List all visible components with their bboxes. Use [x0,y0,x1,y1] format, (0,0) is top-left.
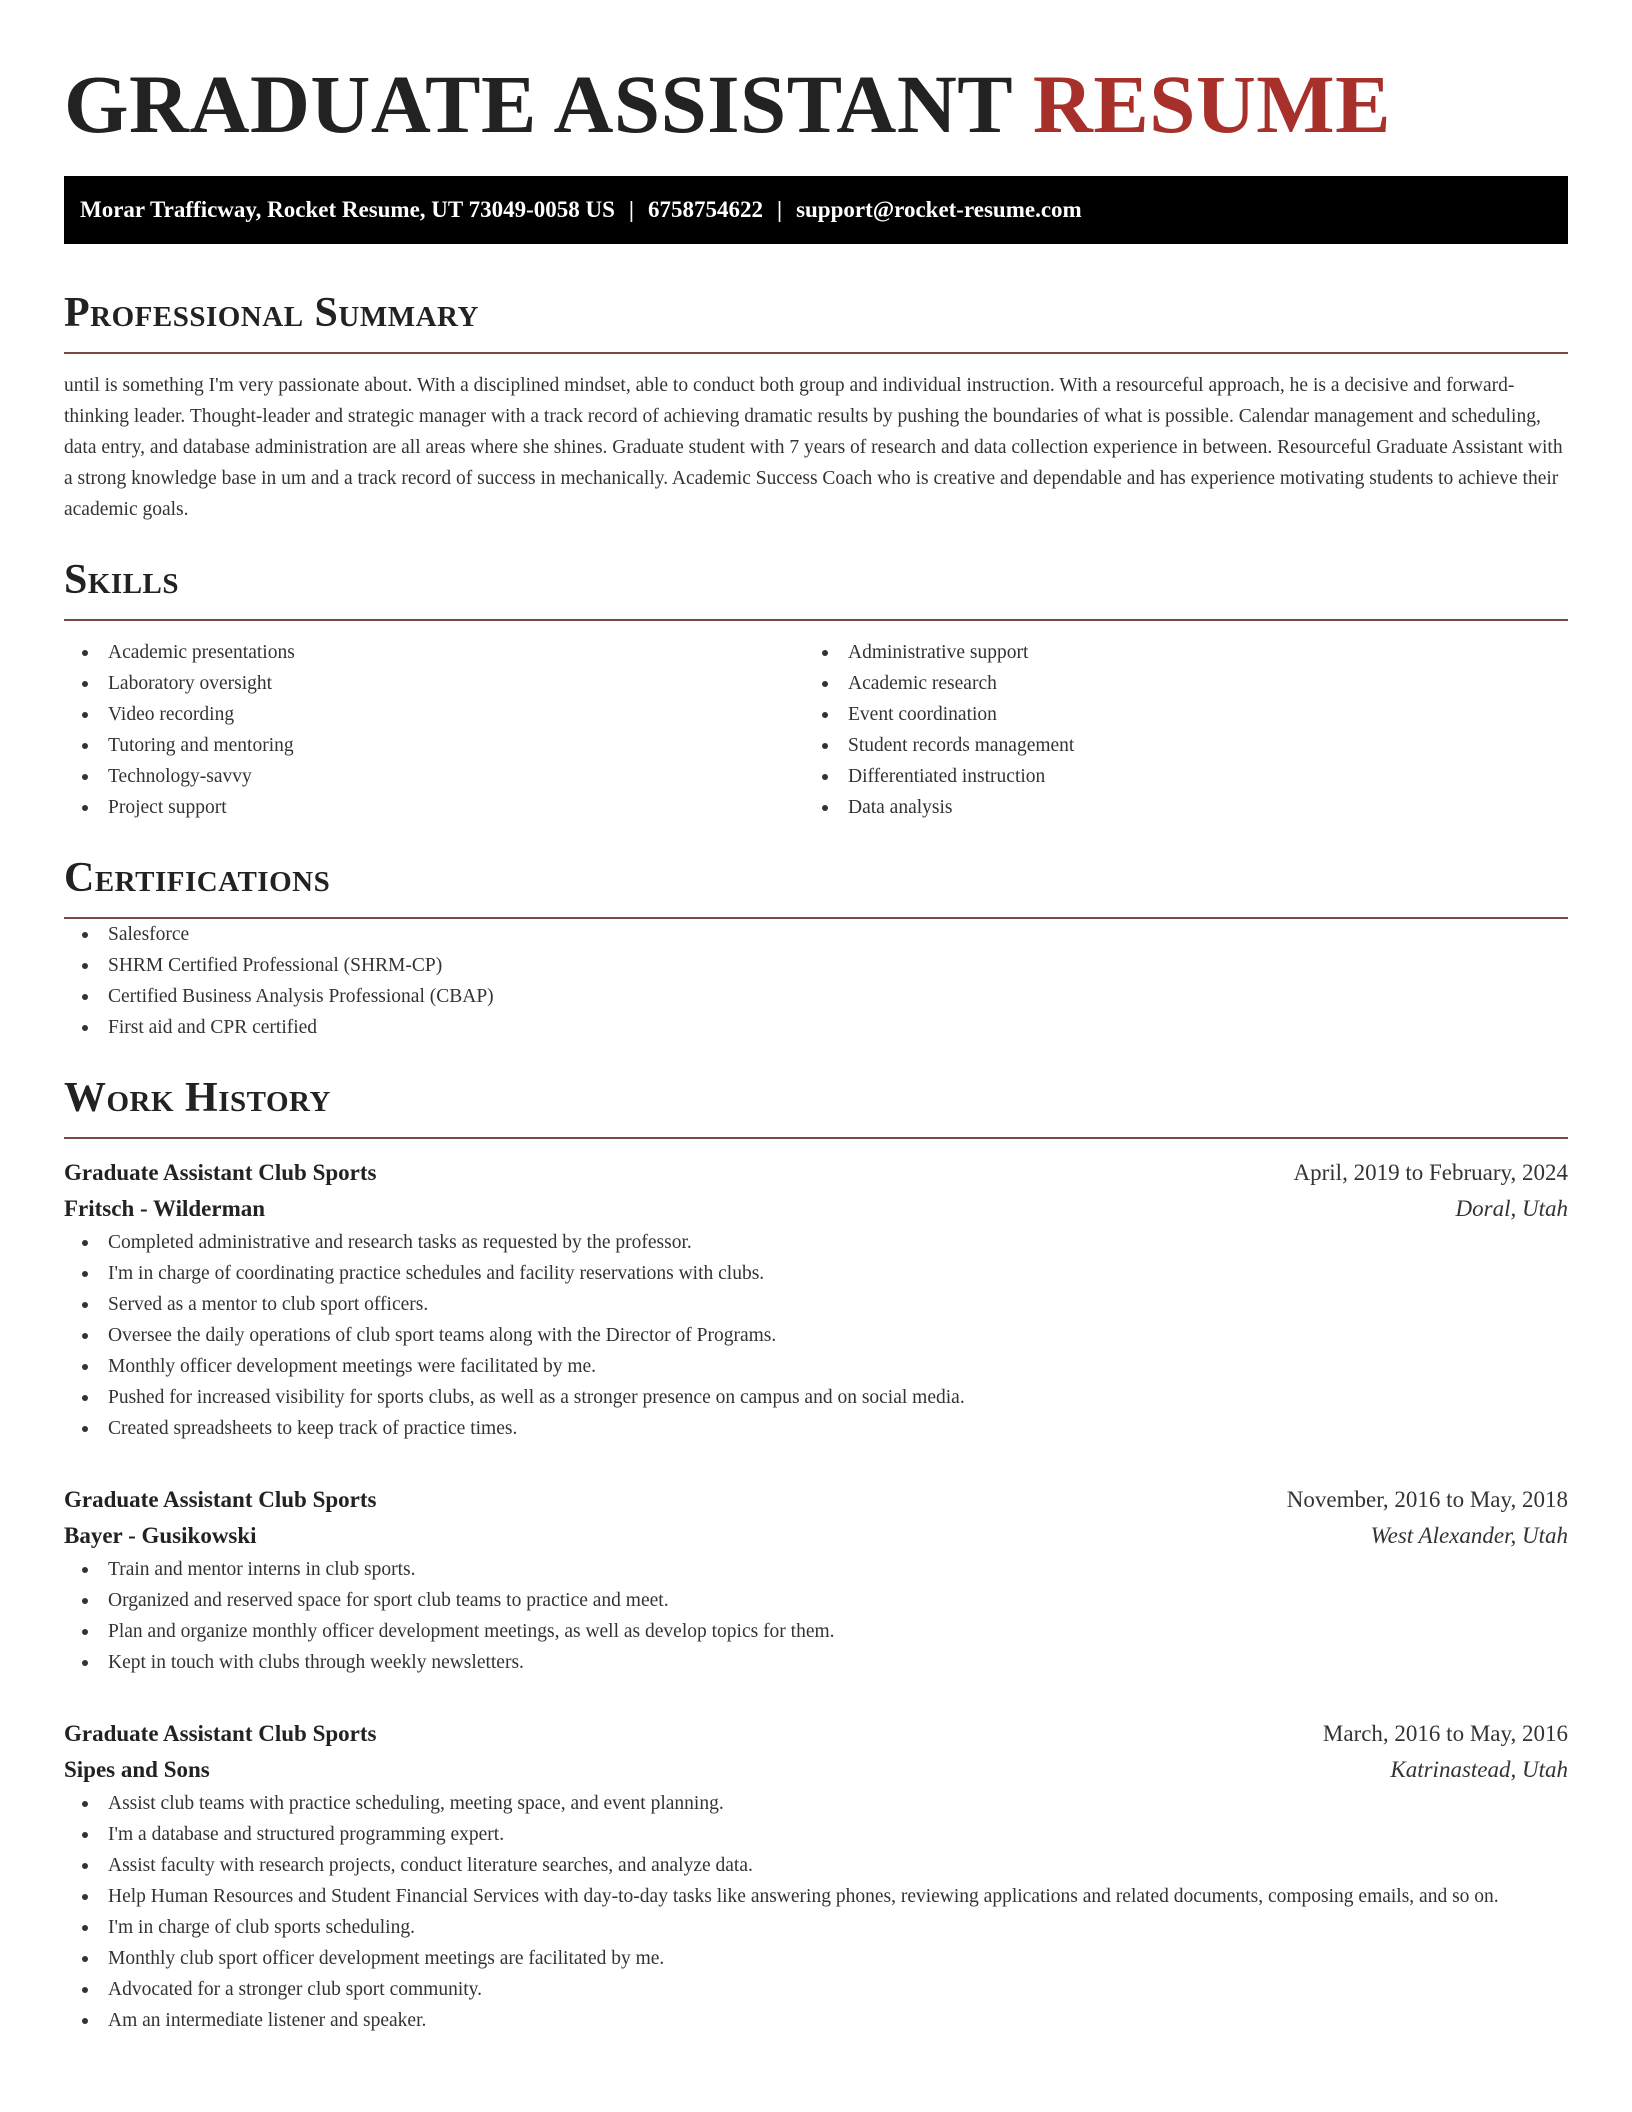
job-location: Katrinastead, Utah [1390,1757,1568,1782]
section-divider [64,1137,1568,1139]
job-duty-item: Oversee the daily operations of club sport teams along with the Director of Programs. [64,1320,1568,1351]
certifications-section [64,853,1568,1043]
skills-list-left [64,637,804,823]
skill-item: Laboratory oversight [64,668,804,699]
skills-grid [64,637,1568,823]
skills-column-left [64,637,804,823]
contact-email[interactable]: support@rocket-resume.com [796,197,1082,222]
section-divider [64,619,1568,621]
summary-text: until is something I'm very passionate about. With a disciplined mindset, able to conduct both group and individual instruction. With a resourceful approach, he is a decisive and forward-thinking leader. Thought-leader and strategic manager with a track record of achieving dramatic results by pushing the boundaries of what is possible. Calendar management and scheduling, data entry, and database administration are all areas where she shines. Graduate student with 7 years of research and data collection experience in between. Resourceful Graduate Assistant with a strong knowledge base in um and a track record of success in mechanically. Academic Success Coach who is creative and dependable and has experience motivating students to achieve their academic goals. [64,375,1563,520]
section-heading: Certifications [64,855,331,901]
job-duty-item: I'm a database and structured programming expert. [64,1819,1568,1850]
skills-column-right [804,637,1544,823]
job-entry [64,1155,1568,1444]
job-duty-item: Train and mentor interns in club sports. [64,1554,1568,1585]
job-duty-item: Advocated for a stronger club sport community. [64,1974,1568,2005]
job-title: Graduate Assistant Club Sports [64,1160,377,1185]
job-duty-item: Completed administrative and research tasks as requested by the professor. [64,1227,1568,1258]
section-divider [64,352,1568,354]
work-history-section [64,1073,1568,2036]
job-title: Graduate Assistant Club Sports [64,1487,377,1512]
certification-item: Salesforce [64,919,1568,950]
job-title: Graduate Assistant Club Sports [64,1721,377,1746]
job-header-row [64,1716,1568,1752]
certification-item: First aid and CPR certified [64,1012,1568,1043]
job-duty-item: Am an intermediate listener and speaker. [64,2005,1568,2036]
skill-item: Student records management [804,730,1544,761]
job-duties-list [64,1788,1568,2036]
job-dates: March, 2016 to May, 2016 [1322,1721,1568,1746]
job-duty-item: Plan and organize monthly officer development meetings, as well as develop topics for them. [64,1616,1568,1647]
job-company-row [64,1752,1568,1788]
skill-item: Technology-savvy [64,761,804,792]
job-location: Doral, Utah [1455,1196,1568,1221]
skill-item: Data analysis [804,792,1544,823]
contact-separator: | [628,197,634,222]
job-dates: November, 2016 to May, 2018 [1286,1487,1568,1512]
job-company: Bayer - Gusikowski [64,1523,257,1548]
section-heading: Professional Summary [64,290,479,336]
job-duty-item: Assist club teams with practice scheduling, meeting space, and event planning. [64,1788,1568,1819]
resume-title [64,56,1568,152]
job-duty-item: I'm in charge of coordinating practice schedules and facility reservations with clubs. [64,1258,1568,1289]
job-duty-item: Pushed for increased visibility for sports clubs, as well as a stronger presence on campus and on social media. [64,1382,1568,1413]
professional-summary-section [64,288,1568,525]
certification-item: Certified Business Analysis Professional (CBAP) [64,981,1568,1012]
skill-item: Event coordination [804,699,1544,730]
skill-item: Academic presentations [64,637,804,668]
skill-item: Differentiated instruction [804,761,1544,792]
skills-section [64,555,1568,823]
job-duty-item: Kept in touch with clubs through weekly newsletters. [64,1647,1568,1678]
title-accent: RESUME [1032,58,1392,150]
job-duty-item: Assist faculty with research projects, conduct literature searches, and analyze data. [64,1850,1568,1881]
job-company-row [64,1191,1568,1227]
skill-item: Academic research [804,668,1544,699]
certification-item: SHRM Certified Professional (SHRM-CP) [64,950,1568,981]
job-dates: April, 2019 to February, 2024 [1293,1160,1568,1185]
certifications-list [64,919,1568,1043]
job-duty-item: Help Human Resources and Student Financial Services with day-to-day tasks like answering phones, reviewing applications and related documents, composing emails, and so on. [64,1881,1568,1912]
job-duties-list [64,1227,1568,1444]
skill-item: Project support [64,792,804,823]
job-duty-item: Monthly officer development meetings were facilitated by me. [64,1351,1568,1382]
skill-item: Tutoring and mentoring [64,730,804,761]
section-heading: Skills [64,557,180,603]
contact-separator: | [776,197,783,222]
job-company: Fritsch - Wilderman [64,1196,266,1221]
skills-list-right [804,637,1544,823]
job-entry [64,1716,1568,2036]
job-duties-list [64,1554,1568,1678]
title-main: GRADUATE ASSISTANT [64,58,1012,150]
job-location: West Alexander, Utah [1370,1523,1568,1548]
job-duty-item: Monthly club sport officer development meetings are facilitated by me. [64,1943,1568,1974]
contact-address: Morar Trafficway, Rocket Resume, UT 73049-0058 US [80,197,615,222]
job-company-row [64,1518,1568,1554]
contact-bar [64,176,1568,244]
job-duty-item: I'm in charge of club sports scheduling. [64,1912,1568,1943]
section-heading: Work History [64,1075,331,1121]
skill-item: Administrative support [804,637,1544,668]
job-duty-item: Organized and reserved space for sport club teams to practice and meet. [64,1585,1568,1616]
job-header-row [64,1155,1568,1191]
contact-phone: 6758754622 [647,197,763,222]
job-company: Sipes and Sons [64,1757,210,1782]
skill-item: Video recording [64,699,804,730]
job-duty-item: Served as a mentor to club sport officers. [64,1289,1568,1320]
job-duty-item: Created spreadsheets to keep track of practice times. [64,1413,1568,1444]
job-entry [64,1482,1568,1678]
job-header-row [64,1482,1568,1518]
